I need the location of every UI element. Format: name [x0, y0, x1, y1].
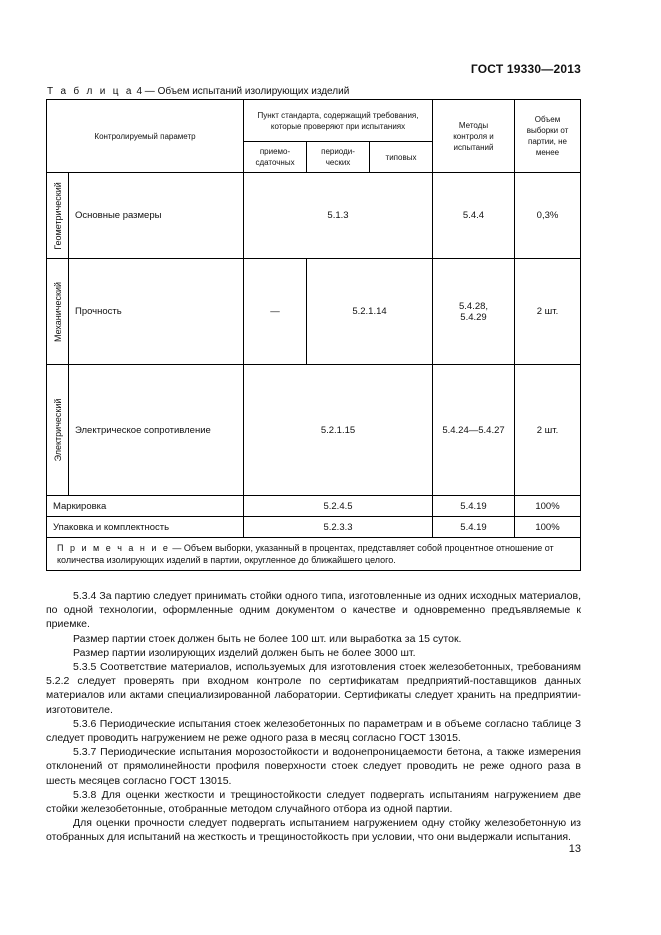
note-text: — Объем выборки, указанный в процентах, представляет собой процентное отношение от количества изолирующих изделий в партии, округленное до ближайшего целого.: [57, 543, 554, 565]
table-row: [47, 173, 581, 259]
param-cell: Основные размеры: [69, 173, 244, 259]
sample-cell: 0,3%: [515, 173, 581, 259]
paragraph: 5.3.7 Периодические испытания морозостойкости и водонепроницаемости бетона, а также измерения отклонений от прямолинейности профиля поверхности стоек следует проводить не реже одного раза в шесть месяцев согласно ГОСТ 13015.: [46, 746, 581, 787]
paragraph: Размер партии изолирующих изделий должен быть не более 3000 шт.: [73, 646, 416, 659]
method-cell: 5.4.28, 5.4.29: [433, 259, 515, 365]
header-clause-group: Пункт стандарта, содержащий требования, которые проверяют при испытаниях: [244, 100, 433, 142]
sample-cell: 2 шт.: [515, 259, 581, 365]
table-note-row: [47, 538, 581, 571]
table-header-row: [47, 100, 581, 142]
group-cell: [47, 173, 69, 259]
group-cell: [47, 365, 69, 496]
header-type: типовых: [370, 142, 433, 173]
param-cell: Маркировка: [47, 496, 244, 517]
clause-cell: 5.1.3: [244, 173, 433, 259]
clause-cell: 5.2.1.15: [244, 365, 433, 496]
inspection-scope-table: [46, 99, 581, 571]
paragraph: 5.3.5 Соответствие материалов, используемых для изготовления стоек железобетонных, требованиям 5.2.2 следует проверять при входном контроле по сертификатам предприятий-поставщиков данных материалов или актами специализированной лаборатории. Сертификаты следует хранить на предприятии-изготовителе.: [46, 661, 581, 716]
table-caption-label: Т а б л и ц а: [47, 86, 134, 97]
table-note: [47, 538, 581, 571]
clause-cell: 5.2.1.14: [307, 259, 433, 365]
paragraph: Размер партии стоек должен быть не более 100 шт. или выработка за 15 суток.: [73, 632, 462, 645]
method-cell: 5.4.19: [433, 496, 515, 517]
method-cell: 5.4.24—5.4.27: [433, 365, 515, 496]
clause-cell: 5.2.3.3: [244, 517, 433, 538]
paragraph: 5.3.4 За партию следует принимать стойки одного типа, изготовленные из одних исходных материалов, по одной технологии, оформленные одним документом о качестве и одновременно предъявляемые к приемке.: [46, 590, 581, 631]
method-cell: 5.4.19: [433, 517, 515, 538]
sample-cell: 100%: [515, 517, 581, 538]
body-text: [46, 589, 581, 845]
table-caption: [47, 86, 349, 97]
header-periodic: периоди-ческих: [307, 142, 370, 173]
table-caption-title: 4 — Объем испытаний изолирующих изделий: [133, 86, 350, 97]
paragraph: 5.3.8 Для оценки жесткости и трещиностойкости следует подвергать испытаниям нагружением две стойки железобетонные, отобранные методом случайного отбора из одной партии.: [46, 788, 581, 816]
group-label: Электрический: [52, 398, 63, 462]
table-row: [47, 365, 581, 496]
group-label: Механический: [52, 281, 63, 342]
header-parameter: Контролируемый параметр: [47, 100, 244, 173]
table-row: [47, 496, 581, 517]
header-sample: Объем выборки от партии, не менее: [515, 100, 581, 173]
group-cell: [47, 259, 69, 365]
table-row: [47, 517, 581, 538]
method-cell: 5.4.4: [433, 173, 515, 259]
sample-cell: 2 шт.: [515, 365, 581, 496]
note-label: П р и м е ч а н и е: [57, 543, 170, 553]
paragraph: 5.3.6 Периодические испытания стоек железобетонных по параметрам и в объеме согласно таблице 3 следует проводить нагружением не реже одного раза в месяц согласно ГОСТ 13015.: [46, 717, 581, 745]
header-acceptance: приемо-сдаточных: [244, 142, 307, 173]
sample-cell: 100%: [515, 496, 581, 517]
group-label: Геометрический: [52, 181, 63, 250]
paragraph: Для оценки прочности следует подвергать испытанием нагружением одну стойку железобетонную из отобранных для испытаний на жесткость и трещиностойкость при условии, что они выдержали испытания.: [46, 817, 581, 844]
acceptance-cell: —: [244, 259, 307, 365]
document-id: ГОСТ 19330—2013: [470, 62, 581, 76]
table-row: [47, 259, 581, 365]
param-cell: Прочность: [69, 259, 244, 365]
header-methods: Методы контроля и испытаний: [433, 100, 515, 173]
clause-cell: 5.2.4.5: [244, 496, 433, 517]
param-cell: Электрическое сопротивление: [69, 365, 244, 496]
param-cell: Упаковка и комплектность: [47, 517, 244, 538]
page-number: 13: [568, 843, 581, 855]
